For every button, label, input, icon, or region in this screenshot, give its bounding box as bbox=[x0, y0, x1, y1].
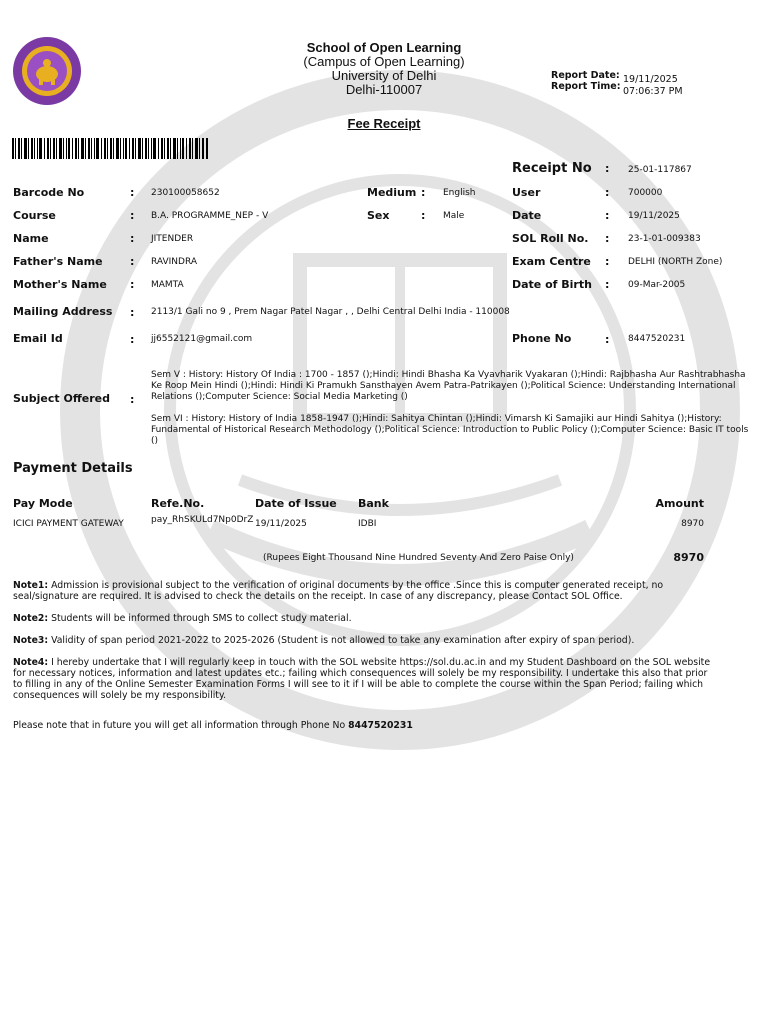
footer-note bbox=[13, 720, 713, 731]
total-amount: 8970 bbox=[673, 551, 704, 564]
amount-value: 8970 bbox=[681, 519, 704, 529]
sol-roll-value: 23-1-01-009383 bbox=[628, 234, 701, 244]
dob-value: 09-Mar-2005 bbox=[628, 280, 686, 290]
mailing-address-value: 2113/1 Gali no 9 , Prem Nagar Patel Nagar , , Delhi Central Delhi India - 110008 bbox=[151, 307, 510, 317]
exam-centre-label: Exam Centre bbox=[512, 255, 591, 268]
note2-text: Students will be informed through SMS to collect study material. bbox=[51, 613, 352, 624]
sex-label: Sex bbox=[367, 209, 390, 222]
note4-label: Note4: bbox=[13, 657, 49, 668]
institution-name: School of Open Learning bbox=[306, 40, 462, 55]
mother-name-label: Mother's Name bbox=[13, 278, 107, 291]
note2-label: Note2: bbox=[13, 613, 49, 624]
footer-phone: 8447520231 bbox=[348, 720, 413, 731]
mailing-address-label: Mailing Address bbox=[13, 305, 113, 318]
receipt-no-value: 25-01-117867 bbox=[628, 165, 692, 175]
amount-header: Amount bbox=[655, 497, 704, 510]
mother-name-value: MAMTA bbox=[151, 280, 184, 290]
note1-text: Admission is provisional subject to the verification of original documents by the office .Since this is computer generated receipt, no seal/signature are required. It is advised to check the details on the receipt. In case of any discrepancy, please Contact SOL Office. bbox=[13, 580, 664, 602]
course-value: B.A. PROGRAMME_NEP - V bbox=[151, 211, 269, 221]
phone-label: Phone No bbox=[512, 332, 572, 345]
sol-roll-label: SOL Roll No. bbox=[512, 232, 589, 245]
subject-offered-label: Subject Offered bbox=[13, 392, 110, 405]
ref-no-header: Refe.No. bbox=[151, 497, 205, 510]
page-title: Fee Receipt bbox=[347, 116, 421, 131]
exam-centre-value: DELHI (NORTH Zone) bbox=[628, 257, 723, 267]
report-time-label: Report Time: bbox=[551, 81, 621, 92]
note4 bbox=[13, 657, 713, 701]
footer-text: Please note that in future you will get all information through Phone No bbox=[13, 720, 349, 731]
medium-value: English bbox=[443, 188, 476, 198]
name-value: JITENDER bbox=[151, 234, 194, 244]
course-label: Course bbox=[13, 209, 56, 222]
date-value: 19/11/2025 bbox=[628, 211, 680, 221]
father-name-value: RAVINDRA bbox=[151, 257, 197, 267]
note1 bbox=[13, 580, 713, 602]
barcode-no-label: Barcode No bbox=[13, 186, 85, 199]
receipt-no-label: Receipt No bbox=[512, 161, 592, 176]
note2 bbox=[13, 613, 713, 624]
medium-label: Medium bbox=[367, 186, 417, 199]
payment-heading: Payment Details bbox=[13, 461, 133, 476]
ref-no-value: pay_RhSKULd7Np0DrZ bbox=[151, 515, 254, 525]
barcode-no-value: 230100058652 bbox=[151, 188, 220, 198]
phone-value: 8447520231 bbox=[628, 334, 686, 344]
date-of-issue-header: Date of Issue bbox=[255, 497, 337, 510]
pay-mode-header: Pay Mode bbox=[13, 497, 73, 510]
city-name: Delhi-110007 bbox=[345, 82, 423, 97]
email-label: Email Id bbox=[13, 332, 63, 345]
barcode-graphic bbox=[12, 138, 208, 159]
amount-in-words: (Rupees Eight Thousand Nine Hundred Seventy And Zero Paise Only) bbox=[263, 553, 574, 563]
email-value: jj6552121@gmail.com bbox=[151, 334, 253, 344]
subjects-sem5: Sem V : History: History Of India : 1700 - 1857 ();Hindi: Hindi Bhasha Ka Vyavharik Vyakaran ();Hindi: Rajbhasha Aur Rashtrabhasha Ke Roop Mein Hindi ();Hindi: Hindi Ki Pramukh Sansthayen Avem Patra-Patrikayen ();Political Science: Understanding International Relations ();Computer Science: Social Media Marketing () bbox=[151, 370, 746, 402]
report-date-label: Report Date: bbox=[551, 70, 620, 81]
note1-label: Note1: bbox=[13, 580, 49, 591]
report-date: 19/11/2025 bbox=[623, 74, 678, 85]
father-name-label: Father's Name bbox=[13, 255, 103, 268]
name-label: Name bbox=[13, 232, 49, 245]
note3-label: Note3: bbox=[13, 635, 49, 646]
pay-mode-value: ICICI PAYMENT GATEWAY bbox=[13, 519, 124, 529]
report-time: 07:06:37 PM bbox=[623, 86, 683, 97]
note3 bbox=[13, 635, 713, 646]
user-label: User bbox=[512, 186, 541, 199]
university-name: University of Delhi bbox=[331, 68, 437, 83]
sex-value: Male bbox=[443, 211, 465, 221]
dob-label: Date of Birth bbox=[512, 278, 592, 291]
subjects-sem6: Sem VI : History: History of India 1858-1947 ();Hindi: Sahitya Chintan ();Hindi: Vimarsh Ki Samajiki aur Hindi Sahitya ();History: Fundamental of Historical Research Methodology ();Political Science: Introduction to Public Policy ();Computer Science: Basic IT tools () bbox=[151, 414, 749, 446]
note4-text: I hereby undertake that I will regularly keep in touch with the SOL website https://sol.du.ac.in and my Student Dashboard on the SOL website for necessary notices, information and latest updates etc.; failing which consequences will solely be my responsibility. I undertake this also that prior to filling in any of the Online Semester Examination Forms I will see to it if I will be able to complete the course within the Span Period; failing which consequences will solely be my responsibility. bbox=[13, 657, 711, 701]
date-of-issue-value: 19/11/2025 bbox=[255, 519, 307, 529]
bank-header: Bank bbox=[358, 497, 389, 510]
bank-value: IDBI bbox=[358, 519, 377, 529]
date-label: Date bbox=[512, 209, 542, 222]
campus-name: (Campus of Open Learning) bbox=[303, 54, 465, 69]
user-value: 700000 bbox=[628, 188, 663, 198]
note3-text: Validity of span period 2021-2022 to 2025-2026 (Student is not allowed to take any examination after expiry of span period). bbox=[51, 635, 635, 646]
